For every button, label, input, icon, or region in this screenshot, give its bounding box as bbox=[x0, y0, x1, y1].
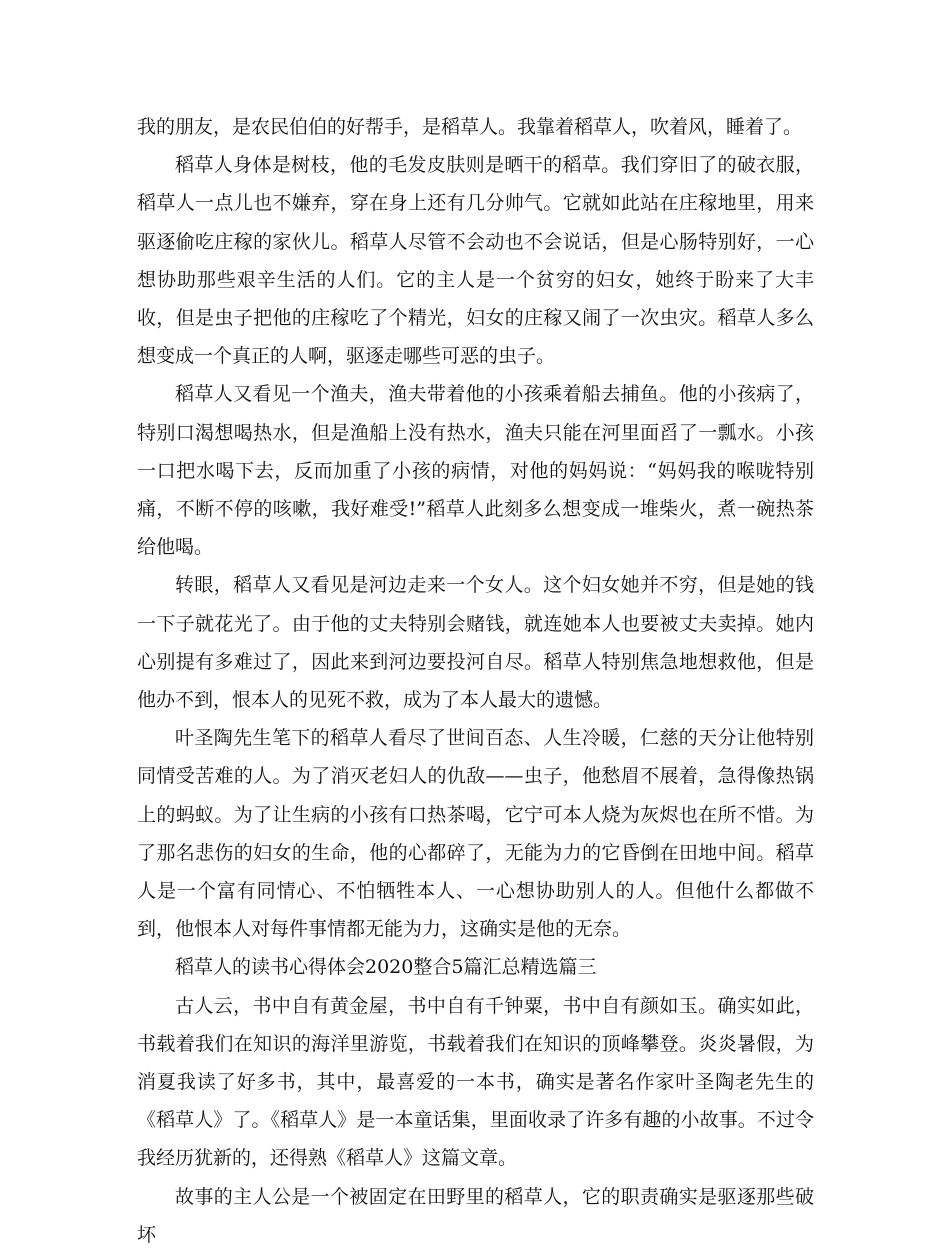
paragraph-fisherman: 稻草人又看见一个渔夫，渔夫带着他的小孩乘着船去捕鱼。他的小孩病了，特别口渴想喝热水，但是渔船上没有热水，渔夫只能在河里面舀了一瓢水。小孩一口把水喝下去，反而加重了小孩的病情，对他的妈妈说：“妈妈我的喉咙特别痛，不断不停的咳嗽，我好难受!”稻草人此刻多么想变成一堆柴火，煮一碗热茶给他喝。 bbox=[137, 383, 814, 559]
paragraph-reading-intro: 古人云，书中自有黄金屋，书中自有千钟粟，书中自有颜如玉。确实如此，书载着我们在知识的海洋里游览，书载着我们在知识的顶峰攀登。炎炎暑假，为消夏我读了好多书，其中，最喜爱的一本书，确实是著名作家叶圣陶老先生的《稻草人》了。《稻草人》是一本童话集，里面收录了许多有趣的小故事。不过令我经历犹新的，还得熟《稻草人》这篇文章。 bbox=[137, 994, 814, 1170]
paragraph-story-start: 故事的主人公是一个被固定在田野里的稻草人，它的职责确实是驱逐那些破坏 bbox=[137, 1185, 814, 1246]
paragraph-continuation: 我的朋友，是农民伯伯的好帮手，是稻草人。我靠着稻草人，吹着风，睡着了。 bbox=[137, 116, 803, 138]
document-body bbox=[137, 108, 814, 1254]
paragraph-reflection: 叶圣陶先生笔下的稻草人看尽了世间百态、人生冷暖，仁慈的天分让他特别同情受苦难的人。为了消灭老妇人的仇敌——虫子，他愁眉不展着，急得像热锅上的蚂蚁。为了让生病的小孩有口热茶喝，它宁可本人烧为灰烬也在所不惜。为了那名悲伤的妇女的生命，他的心都碎了，无能为力的它昏倒在田地中间。稻草人是一个富有同情心、不怕牺牲本人、一心想协助别人的人。但他什么都做不到，他恨本人对每件事情都无能为力，这确实是他的无奈。 bbox=[137, 727, 814, 941]
paragraph-woman-by-river: 转眼，稻草人又看见是河边走来一个女人。这个妇女她并不穷，但是她的钱一下子就花光了。由于他的丈夫特别会赌钱，就连她本人也要被丈夫卖掉。她内心别提有多难过了，因此来到河边要投河自尽。稻草人特别焦急地想救他，但是他办不到，恨本人的见死不救，成为了本人最大的遗憾。 bbox=[137, 574, 814, 712]
section-heading: 稻草人的读书心得体会2020整合5篇汇总精选篇三 bbox=[175, 956, 597, 979]
paragraph-scarecrow-body: 稻草人身体是树枝，他的毛发皮肤则是晒干的稻草。我们穿旧了的破衣服，稻草人一点儿也不嫌弃，穿在身上还有几分帅气。它就如此站在庄稼地里，用来驱逐偷吃庄稼的家伙儿。稻草人尽管不会动也不会说话，但是心肠特别好，一心想协助那些艰辛生活的人们。它的主人是一个贫穷的妇女，她终于盼来了大丰收，但是虫子把他的庄稼吃了个精光，妇女的庄稼又闹了一次虫灾。稻草人多么想变成一个真正的人啊，驱逐走哪些可恶的虫子。 bbox=[137, 154, 814, 368]
